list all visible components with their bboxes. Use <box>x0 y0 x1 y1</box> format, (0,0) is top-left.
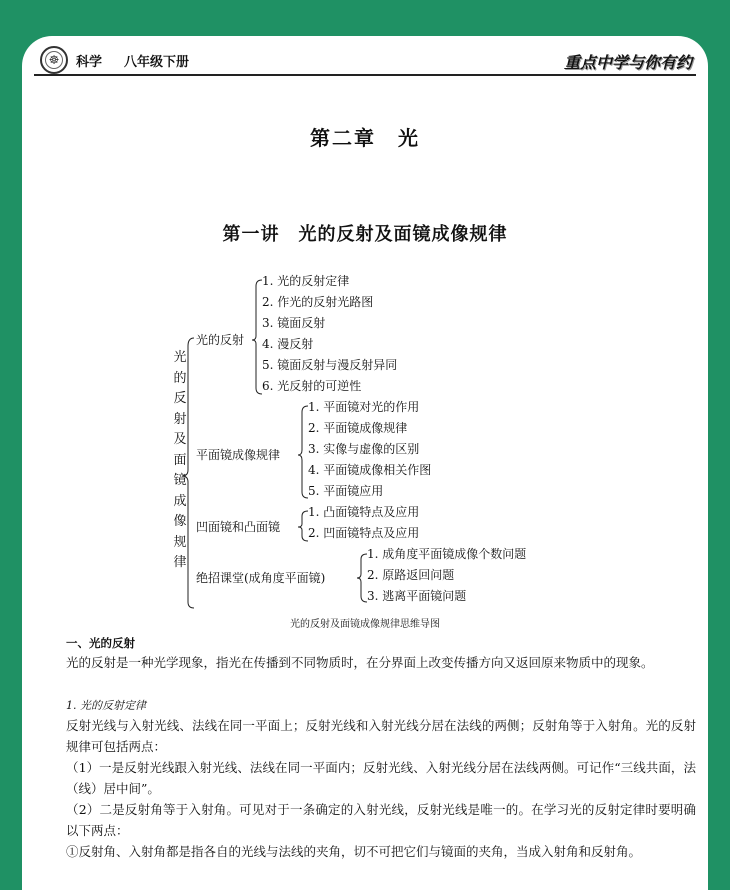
subsection-heading: 1. 光的反射定律 <box>66 699 146 712</box>
mind-map-caption: 光的反射及面镜成像规律思维导图 <box>290 619 440 630</box>
branch-label-curved-mirror: 凹面镜和凸面镜 <box>196 520 281 534</box>
grade-label: 八年级下册 <box>124 55 190 70</box>
mind-map-item: 3. 镜面反射 <box>262 316 326 330</box>
mind-map-root: 光 的 反 射 及 面 镜 成 像 规 律 <box>173 350 187 570</box>
school-logo-icon: ☸ <box>40 46 68 74</box>
mind-map-item: 1. 平面镜对光的作用 <box>308 400 420 414</box>
document-page <box>22 36 708 890</box>
mind-map-item: 2. 原路返回问题 <box>367 568 455 582</box>
paragraph-point-1: （1）一是反射光线跟入射光线、法线在同一平面内；反射光线、入射光线分居在法线两侧。可记作“三线共面，法（线）居中间”。 <box>66 760 696 796</box>
mind-map-item: 1. 光的反射定律 <box>262 274 350 288</box>
mind-map-item: 3. 逃离平面镜问题 <box>367 589 467 603</box>
branch-label-plane-mirror: 平面镜成像规律 <box>196 448 281 462</box>
mind-map-item: 5. 平面镜应用 <box>308 484 384 498</box>
paragraph-note: ①反射角、入射角都是指各自的光线与法线的夹角，切不可把它们与镜面的夹角，当成入射角和反射角。 <box>66 844 642 859</box>
paragraph-definition: 光的反射是一种光学现象，指光在传播到不同物质时，在分界面上改变传播方向又返回原来物质中的现象。 <box>66 655 654 670</box>
mind-map-item: 4. 平面镜成像相关作图 <box>308 463 432 477</box>
paragraph-law: 反射光线与入射光线、法线在同一平面上；反射光线和入射光线分居在法线的两侧；反射角等于入射角。光的反射规律可包括两点： <box>66 718 696 754</box>
mind-map-item: 1. 成角度平面镜成像个数问题 <box>367 547 527 561</box>
branch-label-angled-mirror: 绝招课堂(成角度平面镜) <box>196 571 326 585</box>
paragraph-point-2: （2）二是反射角等于入射角。可见对于一条确定的入射光线，反射光线是唯一的。在学习光的反射定律时要明确以下两点： <box>66 802 696 838</box>
subject-label: 科学 <box>76 55 103 70</box>
mind-map-item: 2. 平面镜成像规律 <box>308 421 408 435</box>
mind-map-item: 2. 作光的反射光路图 <box>262 295 374 309</box>
mind-map-item: 5. 镜面反射与漫反射异同 <box>262 358 398 372</box>
mind-map-item: 3. 实像与虚像的区别 <box>308 442 420 456</box>
mind-map-item: 2. 凹面镜特点及应用 <box>308 526 420 540</box>
branch-label-reflection: 光的反射 <box>196 333 245 347</box>
header-slogan: 重点中学与你有约 <box>563 53 692 72</box>
mind-map-item: 4. 漫反射 <box>262 337 314 351</box>
section-heading: 一、光的反射 <box>66 636 135 650</box>
mind-map-item: 1. 凸面镜特点及应用 <box>308 505 420 519</box>
mind-map-braces <box>22 36 708 636</box>
mind-map-item: 6. 光反射的可逆性 <box>262 379 362 393</box>
chapter-title: 第二章 光 <box>310 126 420 150</box>
lecture-title: 第一讲 光的反射及面镜成像规律 <box>222 224 508 245</box>
